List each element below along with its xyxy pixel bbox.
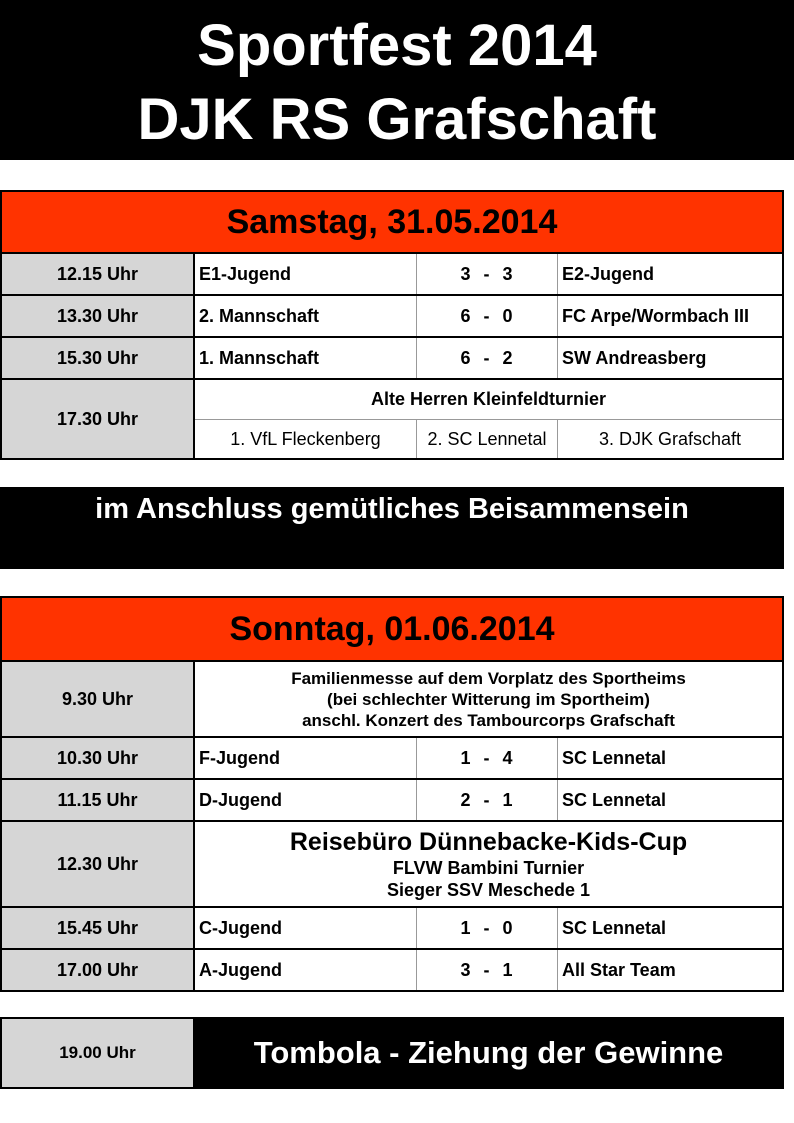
score-separator: - (483, 789, 491, 810)
mass-details (195, 662, 782, 736)
table-row (0, 738, 784, 780)
match-opponent: SC Lennetal (562, 789, 667, 810)
tombola-text: Tombola - Ziehung der Gewinne (253, 1035, 724, 1070)
match-score (417, 780, 558, 820)
score-away: 1 (502, 789, 514, 810)
match-time: 13.30 Uhr (2, 296, 195, 336)
match-team: 2. Mannschaft (195, 296, 417, 336)
match-time: 15.30 Uhr (2, 338, 195, 378)
score-away: 1 (502, 959, 514, 980)
match-score (417, 908, 558, 948)
match-team: A-Jugend (195, 950, 417, 990)
tombola-row (0, 1017, 784, 1089)
score-separator: - (483, 263, 491, 284)
score-separator: - (483, 917, 491, 938)
match-opponent: All Star Team (562, 959, 676, 980)
mass-line: anschl. Konzert des Tambourcorps Grafschaft (302, 710, 675, 730)
score-home: 3 (460, 959, 472, 980)
score-separator: - (483, 747, 491, 768)
score-home: 1 (460, 917, 472, 938)
social-banner-text: im Anschluss gemütliches Beisammensein (95, 493, 689, 525)
place-second: 2. SC Lennetal (417, 420, 558, 458)
score-away: 4 (502, 747, 514, 768)
place-third: 3. DJK Grafschaft (598, 428, 742, 449)
match-opponent: SW Andreasberg (562, 347, 707, 368)
score-home: 2 (460, 789, 472, 810)
cup-subtitle: FLVW Bambini Turnier (392, 858, 585, 878)
match-score (417, 738, 558, 778)
match-opponent: E2-Jugend (562, 263, 655, 284)
table-row (0, 338, 784, 380)
saturday-heading (0, 190, 784, 254)
place-first: 1. VfL Fleckenberg (195, 420, 417, 458)
match-opponent: SC Lennetal (562, 747, 667, 768)
match-opponent: SC Lennetal (562, 917, 667, 938)
header-banner (0, 0, 794, 160)
match-team: E1-Jugend (195, 254, 417, 294)
table-row (0, 296, 784, 338)
tombola-banner (195, 1019, 782, 1087)
score-away: 2 (502, 347, 514, 368)
table-row (0, 254, 784, 296)
cup-winner: Sieger SSV Meschede 1 (386, 880, 591, 900)
sunday-heading-text: Sonntag, 01.06.2014 (229, 609, 555, 648)
table-row (0, 908, 784, 950)
tournament-places (195, 420, 782, 458)
score-home: 6 (460, 305, 472, 326)
social-banner (0, 487, 784, 569)
saturday-schedule (0, 254, 784, 460)
header-title-line2: DJK RS Grafschaft (137, 87, 657, 152)
mass-line: Familienmesse auf dem Vorplatz des Sportheims (291, 668, 686, 688)
match-time: 10.30 Uhr (2, 738, 195, 778)
match-score (417, 950, 558, 990)
sunday-heading (0, 596, 784, 662)
match-score (417, 296, 558, 336)
mass-line: (bei schlechter Witterung im Sportheim) (327, 689, 650, 709)
saturday-heading-text: Samstag, 31.05.2014 (226, 202, 558, 241)
score-separator: - (483, 959, 491, 980)
match-score (417, 338, 558, 378)
mass-row (0, 662, 784, 738)
tombola-time: 19.00 Uhr (2, 1019, 195, 1087)
match-team: 1. Mannschaft (195, 338, 417, 378)
match-team: F-Jugend (195, 738, 417, 778)
tournament-title: Alte Herren Kleinfeldturnier (195, 380, 782, 420)
match-time: 17.00 Uhr (2, 950, 195, 990)
match-time: 12.15 Uhr (2, 254, 195, 294)
table-row (0, 950, 784, 992)
mass-time: 9.30 Uhr (2, 662, 195, 736)
score-home: 6 (460, 347, 472, 368)
cup-time: 12.30 Uhr (2, 822, 195, 906)
score-separator: - (483, 347, 491, 368)
score-home: 1 (460, 747, 472, 768)
score-away: 0 (502, 917, 514, 938)
cup-details (195, 822, 782, 906)
match-score (417, 254, 558, 294)
tournament-details (195, 380, 782, 458)
match-team: D-Jugend (195, 780, 417, 820)
match-time: 11.15 Uhr (2, 780, 195, 820)
score-separator: - (483, 305, 491, 326)
match-team: C-Jugend (195, 908, 417, 948)
tournament-time: 17.30 Uhr (2, 380, 195, 458)
table-row (0, 780, 784, 822)
sunday-schedule (0, 662, 784, 992)
score-home: 3 (460, 263, 472, 284)
cup-title: Reisebüro Dünnebacke-Kids-Cup (289, 828, 688, 856)
tournament-row (0, 380, 784, 460)
match-time: 15.45 Uhr (2, 908, 195, 948)
header-title-line1: Sportfest 2014 (197, 13, 597, 78)
score-away: 0 (502, 305, 514, 326)
match-opponent: FC Arpe/Wormbach III (562, 305, 750, 326)
score-away: 3 (502, 263, 514, 284)
cup-row (0, 822, 784, 908)
